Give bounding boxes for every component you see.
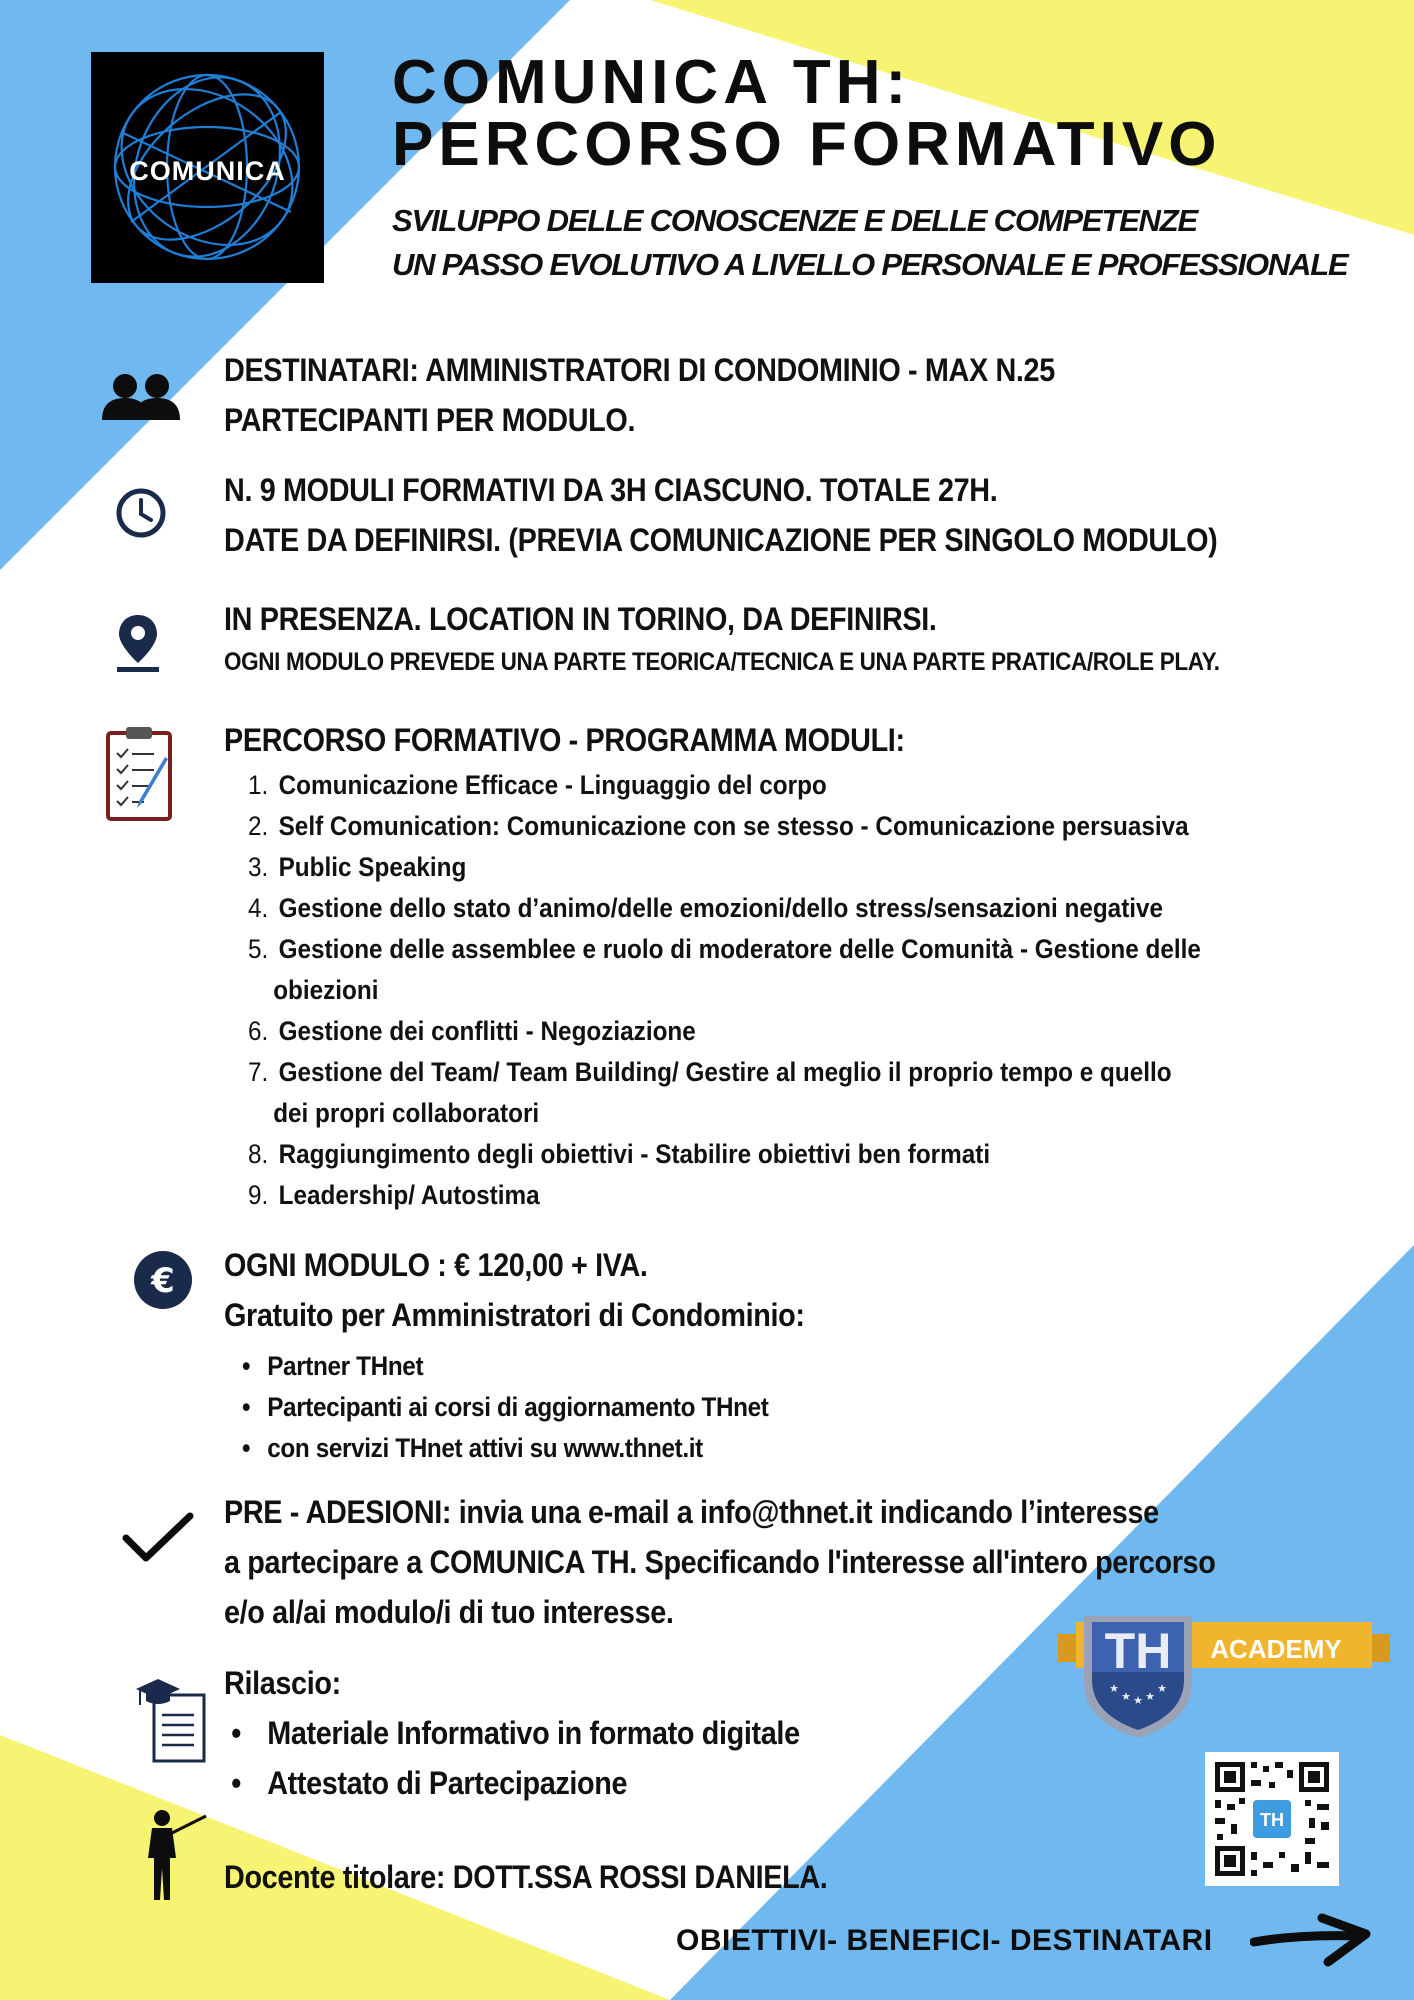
svg-text:★: ★ bbox=[1157, 1682, 1167, 1695]
schedule-line-2: DATE DA DEFINIRSI. (PREVIA COMUNICAZIONE PER SINGOLO MODULO) bbox=[224, 522, 1218, 558]
schedule-line-1: N. 9 MODULI FORMATIVI DA 3H CIASCUNO. TOTALE 27H. bbox=[224, 472, 998, 508]
clock-icon bbox=[114, 486, 168, 540]
list-item: • con servizi THnet attivi su www.thnet.it bbox=[242, 1428, 805, 1469]
title-line-1: COMUNICA TH: bbox=[392, 48, 912, 117]
list-item: 9. Leadership/ Autostima bbox=[248, 1180, 540, 1210]
teacher-silhouette-icon bbox=[140, 1808, 210, 1902]
release-list bbox=[231, 1708, 800, 1808]
svg-text:★: ★ bbox=[1133, 1694, 1143, 1707]
footer-link[interactable]: OBIETTIVI- BENEFICI- DESTINATARI bbox=[676, 1924, 1213, 1957]
list-item: • Partecipanti ai corsi di aggiornamento THnet bbox=[242, 1387, 805, 1428]
qr-label: TH bbox=[1260, 1810, 1284, 1830]
recipients-line-1: DESTINATARI: AMMINISTRATORI DI CONDOMINIO - MAX N.25 bbox=[224, 352, 1055, 388]
recipients-line-2: PARTECIPANTI PER MODULO. bbox=[224, 402, 636, 438]
list-item: • Attestato di Partecipazione bbox=[231, 1758, 800, 1808]
list-item: 4. Gestione dello stato d’animo/delle emozioni/dello stress/sensazioni negative bbox=[248, 893, 1164, 923]
checkmark-icon bbox=[122, 1510, 194, 1566]
list-item: 8. Raggiungimento degli obiettivi - Stabilire obiettivi ben formati bbox=[248, 1139, 991, 1169]
svg-text:★: ★ bbox=[1121, 1690, 1131, 1703]
logo-text: COMUNICA bbox=[129, 156, 286, 186]
location-line-2: OGNI MODULO PREVEDE UNA PARTE TEORICA/TECNICA E UNA PARTE PRATICA/ROLE PLAY. bbox=[224, 648, 1220, 676]
signup-line-3: e/o al/ai modulo/i di tuo interesse. bbox=[224, 1594, 674, 1630]
comunica-logo bbox=[91, 52, 324, 283]
euro-icon bbox=[133, 1250, 193, 1310]
subtitle-line-1: SVILUPPO DELLE CONOSCENZE E DELLE COMPETENZE bbox=[392, 203, 1197, 238]
pricing-list bbox=[242, 1346, 805, 1469]
svg-text:€: € bbox=[151, 1261, 175, 1301]
qr-code-graphic bbox=[1205, 1752, 1339, 1886]
pricing-line-1: OGNI MODULO : € 120,00 + IVA. bbox=[224, 1247, 648, 1283]
list-item: 6. Gestione dei conflitti - Negoziazione bbox=[248, 1016, 696, 1046]
list-item: 7. Gestione del Team/ Team Building/ Gestire al meglio il proprio tempo e quello dei propri collaboratori bbox=[248, 1057, 1172, 1128]
badge-ribbon-text: ACADEMY bbox=[1210, 1634, 1342, 1664]
page-title bbox=[392, 48, 1222, 179]
list-item: • Materiale Informativo in formato digitale bbox=[231, 1708, 800, 1758]
badge-shield-text: TH bbox=[1104, 1623, 1172, 1679]
th-academy-badge bbox=[1058, 1612, 1390, 1742]
svg-text:★: ★ bbox=[1109, 1682, 1119, 1695]
clipboard-icon bbox=[104, 725, 174, 821]
signup-line-2: a partecipare a COMUNICA TH. Specificando l'interesse all'intero percorso bbox=[224, 1544, 1216, 1580]
recipients-section bbox=[224, 345, 1055, 445]
signup-line-1: PRE - ADESIONI: invia una e-mail a info@thnet.it indicando l’interesse bbox=[224, 1494, 1159, 1530]
schedule-section bbox=[224, 465, 1217, 565]
teacher-text: Docente titolare: DOTT.SSA ROSSI DANIELA. bbox=[224, 1859, 828, 1895]
subtitle-line-2: UN PASSO EVOLUTIVO A LIVELLO PERSONALE E PROFESSIONALE bbox=[392, 247, 1348, 282]
list-item: • Partner THnet bbox=[242, 1346, 805, 1387]
release-heading: Rilascio: bbox=[224, 1665, 341, 1701]
graduation-certificate-icon bbox=[132, 1675, 208, 1763]
list-item: 1. Comunicazione Efficace - Linguaggio del corpo bbox=[248, 770, 827, 800]
arrow-right-icon[interactable] bbox=[1250, 1912, 1374, 1968]
location-section bbox=[224, 594, 1220, 680]
svg-text:★: ★ bbox=[1145, 1690, 1155, 1703]
list-item: 5. Gestione delle assemblee e ruolo di moderatore delle Comunità - Gestione delle obiezioni bbox=[248, 934, 1201, 1005]
pricing-line-2: Gratuito per Amministratori di Condominio: bbox=[224, 1297, 805, 1333]
list-item: 3. Public Speaking bbox=[248, 852, 467, 882]
location-line-1: IN PRESENZA. LOCATION IN TORINO, DA DEFINIRSI. bbox=[224, 601, 937, 637]
page-subtitle bbox=[392, 199, 1347, 287]
release-section bbox=[224, 1658, 800, 1808]
modules-list bbox=[248, 765, 1201, 1216]
qr-code-icon bbox=[1205, 1752, 1339, 1886]
program-heading: PERCORSO FORMATIVO - PROGRAMMA MODULI: bbox=[224, 722, 905, 758]
pricing-section bbox=[224, 1240, 805, 1469]
location-pin-icon bbox=[115, 613, 161, 673]
title-line-2: PERCORSO FORMATIVO bbox=[392, 110, 1222, 179]
people-icon bbox=[100, 372, 182, 422]
list-item: 2. Self Comunication: Comunicazione con se stesso - Comunicazione persuasiva bbox=[248, 811, 1189, 841]
